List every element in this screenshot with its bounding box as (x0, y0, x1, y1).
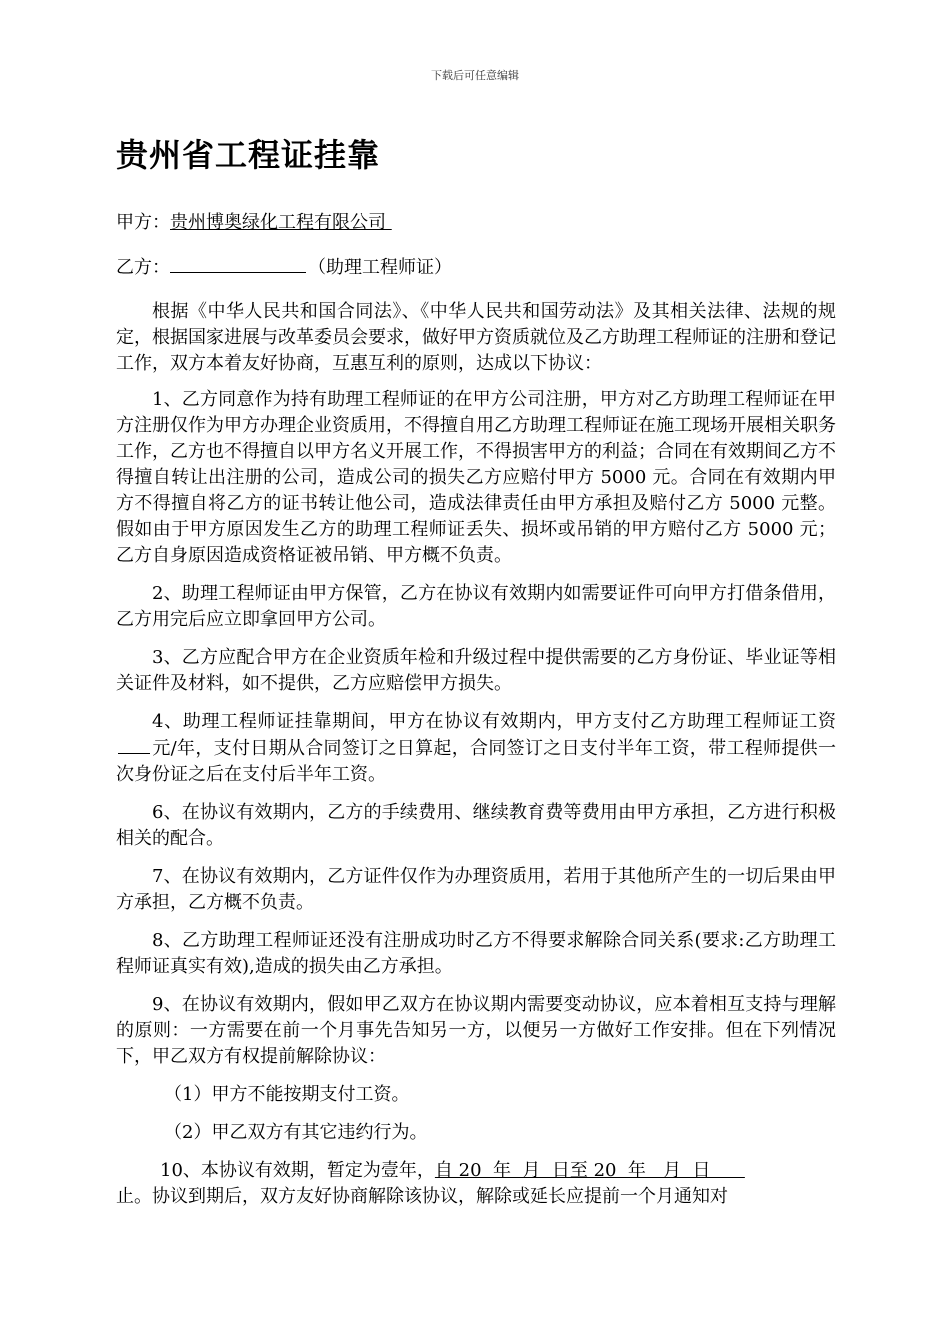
party-b-line (116, 254, 836, 281)
clause-6: 6、在协议有效期内，乙方的手续费用、继续教育费等费用由甲方承担，乙方进行积极相关的配合。 (116, 802, 836, 849)
clause-4-text-before: 4、助理工程师证挂靠期间，甲方在协议有效期内，甲方支付乙方助理工程师证工资 (152, 711, 836, 732)
document-title: 贵州省工程证挂靠 (116, 136, 381, 174)
clause-8: 8、乙方助理工程师证还没有注册成功时乙方不得要求解除合同关系(要求:乙方助理工程师证真实有效),造成的损失由乙方承担。 (116, 930, 836, 977)
wage-blank (118, 735, 150, 754)
clause-9-item-1: （1）甲方不能按期支付工资。 (164, 1084, 410, 1105)
party-b-label: 乙方： (116, 257, 170, 278)
clause-3: 3、乙方应配合甲方在企业资质年检和升级过程中提供需要的乙方身份证、毕业证等相关证件及材料，如不提供，乙方应赔偿甲方损失。 (116, 647, 836, 694)
party-a-name: 贵州博奥绿化工程有限公司 (170, 212, 386, 233)
party-a-line (116, 210, 836, 236)
party-a-label: 甲方： (116, 212, 170, 233)
clause-2: 2、助理工程师证由甲方保管，乙方在协议有效期内如需要证件可向甲方打借条借用，乙方用完后应立即拿回甲方公司。 (116, 583, 836, 630)
clause-4-text-after: 元/年，支付日期从合同签订之日算起，合同签订之日支付半年工资，带工程师提供一次身份证之后在支付后半年工资。 (116, 738, 836, 785)
party-b-note: （助理工程师证） (308, 257, 452, 278)
clause-7: 7、在协议有效期内，乙方证件仅作为办理资质用，若用于其他所产生的一切后果由甲方承担，乙方概不负责。 (116, 866, 836, 913)
clause-10-text-before: 10、本协议有效期，暂定为壹年， (160, 1160, 435, 1181)
clause-10-line-1 (116, 1158, 836, 1184)
clause-9-item-2: （2）甲乙双方有其它违约行为。 (164, 1122, 428, 1143)
document-body (116, 210, 836, 1210)
clause-10-line-2: 止。协议到期后，双方友好协商解除该协议，解除或延长应提前一个月通知对 (116, 1186, 728, 1207)
clause-4 (116, 709, 836, 788)
preamble-paragraph: 根据《中华人民共和国合同法》、《中华人民共和国劳动法》及其相关法律、法规的规定，根据国家进展与改革委员会要求，做好甲方资质就位及乙方助理工程师证的注册和登记工作，双方本着友好协商，互惠互利的原则，达成以下协议： (116, 301, 836, 374)
clause-10-period: 自 20 年 月 日至 20 年 月 日 (434, 1160, 745, 1181)
clause-9: 9、在协议有效期内，假如甲乙双方在协议期内需要变动协议，应本着相互支持与理解的原则：一方需要在前一个月事先告知另一方，以便另一方做好工作安排。但在下列情况下，甲乙双方有权提前解除协议： (116, 994, 836, 1067)
clause-1: 1、乙方同意作为持有助理工程师证的在甲方公司注册，甲方对乙方助理工程师证在甲方注册仅作为甲方办理企业资质用，不得擅自用乙方助理工程师证在施工现场开展相关职务工作，乙方也不得擅自以甲方名义开展工作，不得损害甲方的利益；合同在有效期间乙方不得擅自转让出注册的公司，造成公司的损失乙方应赔付甲方 5000 元。合同在有效期内甲方不得擅自将乙方的证书转让他公司，造成法律责任由甲方承担及赔付乙方 5000 元整。假如由于甲方原因发生乙方的助理工程师证丢失、损坏或吊销的甲方赔付乙方 5000 元；乙方自身原因造成资格证被吊销、甲方概不负责。 (116, 389, 836, 566)
party-b-blank (170, 254, 306, 273)
header-note: 下载后可任意编辑 (431, 69, 519, 82)
